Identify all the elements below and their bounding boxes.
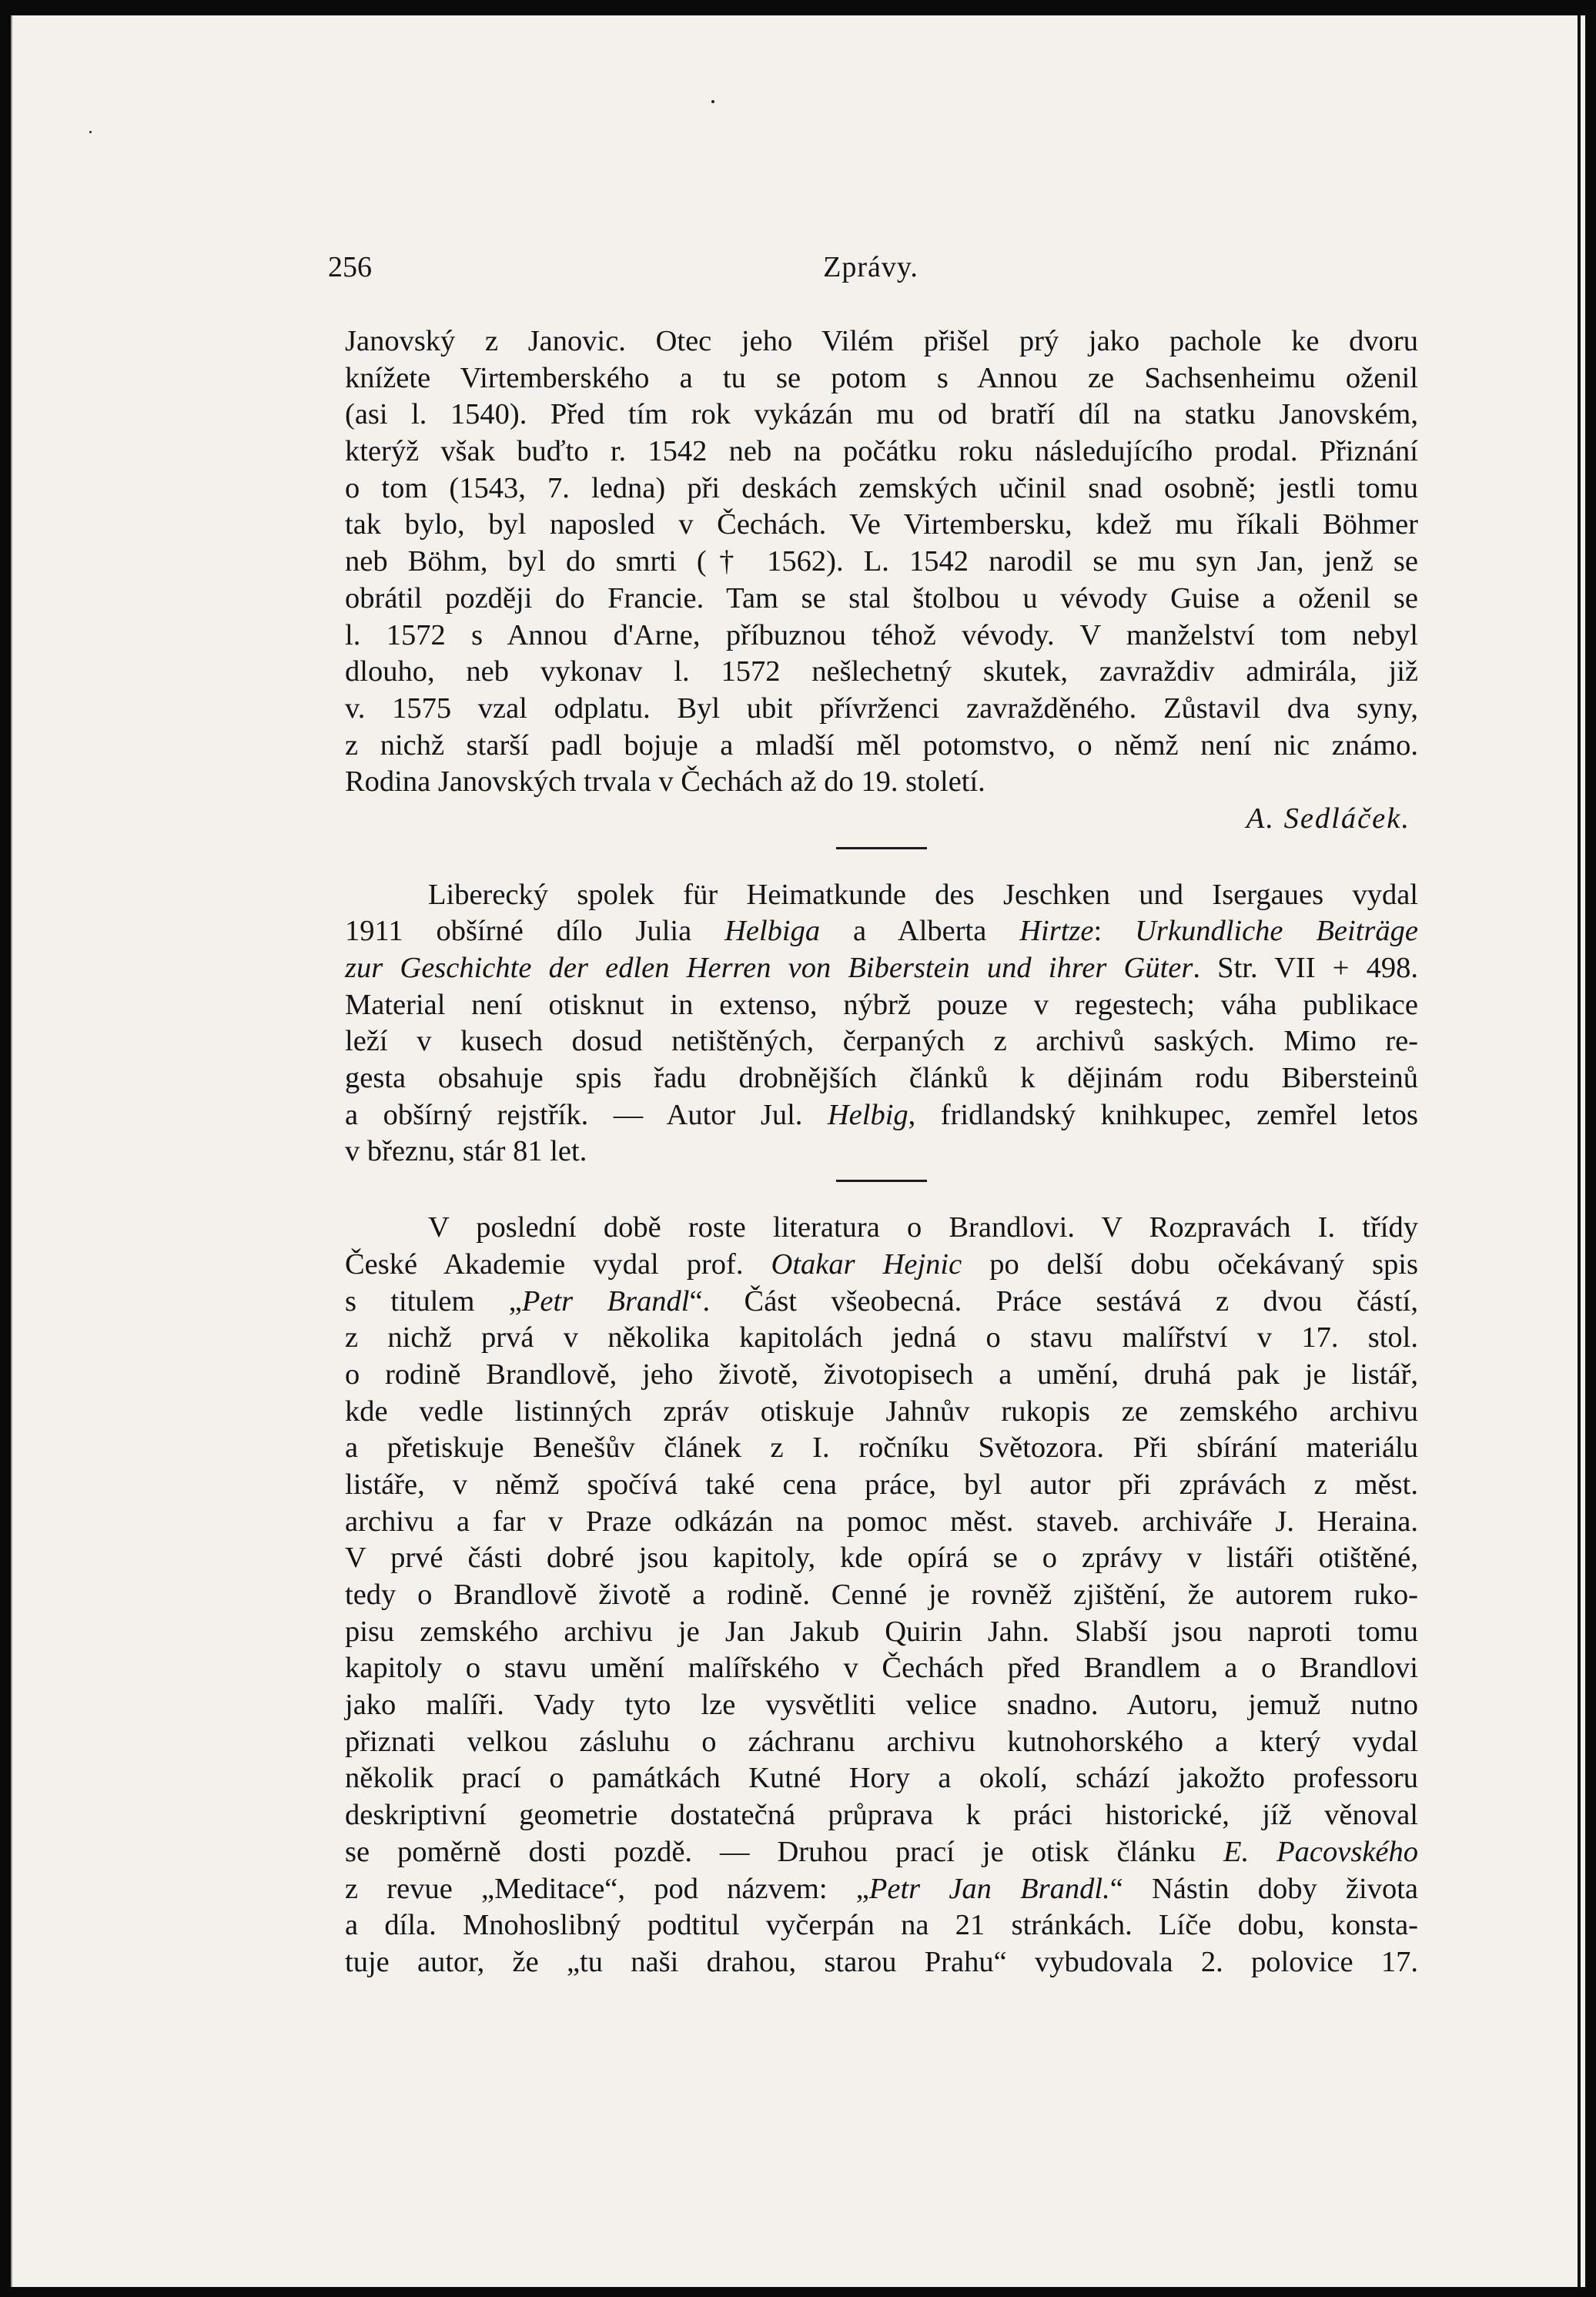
text-line: z nichž prvá v několika kapitolách jedná o stavu malířství v 17. stol. — [345, 1321, 1418, 1354]
section-divider — [836, 1180, 927, 1182]
text-line: České Akademie vydal prof. Otakar Hejnic po delší dobu očekávaný spis — [345, 1247, 1418, 1281]
text-line: o tom (1543, 7. ledna) při deskách zemských učinil snad osobně; jestli tomu — [345, 471, 1418, 504]
running-title: Zprávy. — [823, 251, 918, 283]
text-line: dlouho, neb vykonav l. 1572 nešlechetný skutek, zavraždiv admirála, již — [345, 655, 1418, 688]
text-line: z nichž starší padl bojuje a mladší měl potomstvo, o němž není nic známo. — [345, 728, 1418, 762]
text-line: (asi l. 1540). Před tím rok vykázán mu od bratří díl na statku Janovském, — [345, 398, 1418, 431]
text-line: kterýž však buďto r. 1542 neb na počátku roku následujícího prodal. Přiznání — [345, 435, 1418, 468]
page-header — [328, 250, 1414, 296]
text-line: v. 1575 vzal odplatu. Byl ubit přívrženci zavražděného. Zůstavil dva syny, — [345, 691, 1418, 725]
text-line: tuje autor, že „tu naši drahou, starou Prahu“ vybudovala 2. polovice 17. — [345, 1945, 1418, 1978]
text-line: tak bylo, byl naposled v Čechách. Ve Virtembersku, kdež mu říkali Böhmer — [345, 508, 1418, 541]
text-line: 1911 obšírné dílo Julia Helbiga a Alberta Hirtze: Urkundliche Beiträge — [345, 915, 1418, 948]
text-line: V prvé části dobré jsou kapitoly, kde opírá se o zprávy v listáři otištěné, — [345, 1542, 1418, 1575]
text-block — [345, 323, 1418, 1981]
text-line: několik prací o památkách Kutné Hory a okolí, schází jakožto professoru — [345, 1762, 1418, 1795]
text-line: přiznati velkou zásluhu o záchranu archivu kutnohorského a který vydal — [345, 1725, 1418, 1758]
text-line: kapitoly o stavu umění malířského v Čechách před Brandlem a o Brandlovi — [345, 1652, 1418, 1685]
text-line: knížete Virtemberského a tu se potom s Annou ze Sachsenheimu oženil — [345, 361, 1418, 394]
article-biberstein — [345, 877, 1418, 1171]
scan-speck — [711, 100, 714, 103]
article-janovsky — [345, 323, 1418, 838]
text-line: zur Geschichte der edlen Herren von Biberstein und ihrer Güter. Str. VII + 498. — [345, 952, 1418, 984]
text-line: Material není otisknut in extenso, nýbrž pouze v regestech; váha publikace — [345, 988, 1418, 1021]
text-line: Liberecký spolek für Heimatkunde des Jeschken und Isergaues vydal — [428, 878, 1418, 911]
text-line: listáře, v němž spočívá také cena práce, byl autor při zprávách z měst. — [345, 1468, 1418, 1501]
text-line: leží v kusech dosud netištěných, čerpaných z archivů saských. Mimo re- — [345, 1025, 1418, 1058]
text-line: pisu zemského archivu je Jan Jakub Quirin Jahn. Slabší jsou naproti tomu — [345, 1615, 1418, 1648]
text-line: obrátil později do Francie. Tam se stal štolbou u vévody Guise a oženil se — [345, 581, 1418, 614]
text-line: a díla. Mnohoslibný podtitul vyčerpán na 21 stránkách. Líče dobu, konsta- — [345, 1909, 1418, 1942]
author-signature: A. Sedláček. — [1246, 802, 1410, 835]
text-line: a obšírný rejstřík. — Autor Jul. Helbig, fridlandský knihkupec, zemřel letos — [345, 1098, 1418, 1131]
section-divider — [836, 847, 927, 849]
text-line: archivu a far v Praze odkázán na pomoc měst. staveb. archiváře J. Heraina. — [345, 1505, 1418, 1538]
text-line: o rodině Brandlově, jeho životě, životopisech a umění, druhá pak je listář, — [345, 1358, 1418, 1391]
text-line: gesta obsahuje spis řadu drobnějších článků k dějinám rodu Bibersteinů — [345, 1062, 1418, 1095]
text-line: z revue „Meditace“, pod názvem: „Petr Jan Brandl.“ Nástin doby života — [345, 1872, 1418, 1905]
page-edge-shadow — [1576, 15, 1585, 2287]
text-line: kde vedle listinných zpráv otiskuje Jahnův rukopis ze zemského archivu — [345, 1395, 1418, 1428]
text-line: Rodina Janovských trvala v Čechách až do 19. století. — [345, 765, 985, 799]
article-brandl — [345, 1210, 1418, 1981]
text-line: l. 1572 s Annou d'Arne, příbuznou téhož vévody. V manželství tom nebyl — [345, 618, 1418, 651]
text-line: a přetiskuje Benešův článek z I. ročníku Světozora. Při sbírání materiálu — [345, 1431, 1418, 1465]
text-line: V poslední době roste literatura o Brandlovi. V Rozpravách I. třídy — [428, 1211, 1418, 1244]
text-line: s titulem „Petr Brandl“. Část všeobecná. Práce sestává z dvou částí, — [345, 1284, 1418, 1318]
page-number: 256 — [328, 251, 372, 283]
text-line: tedy o Brandlově životě a rodině. Cenné je rovněž zjištění, že autorem ruko- — [345, 1579, 1418, 1611]
text-line: Janovský z Janovic. Otec jeho Vilém přišel prý jako pachole ke dvoru — [345, 325, 1418, 357]
text-line: deskriptivní geometrie dostatečná průprava k práci historické, jíž věnoval — [345, 1799, 1418, 1832]
text-line: se poměrně dosti pozdě. — Druhou prací je otisk článku E. Pacovského — [345, 1835, 1418, 1868]
scan-speck — [89, 131, 92, 133]
scanned-page — [11, 15, 1585, 2287]
text-line: neb Böhm, byl do smrti († 1562). L. 1542 narodil se mu syn Jan, jenž se — [345, 545, 1418, 578]
text-line: v březnu, stár 81 let. — [345, 1135, 587, 1168]
text-line: jako malíři. Vady tyto lze vysvětliti velice snadno. Autoru, jemuž nutno — [345, 1689, 1418, 1722]
